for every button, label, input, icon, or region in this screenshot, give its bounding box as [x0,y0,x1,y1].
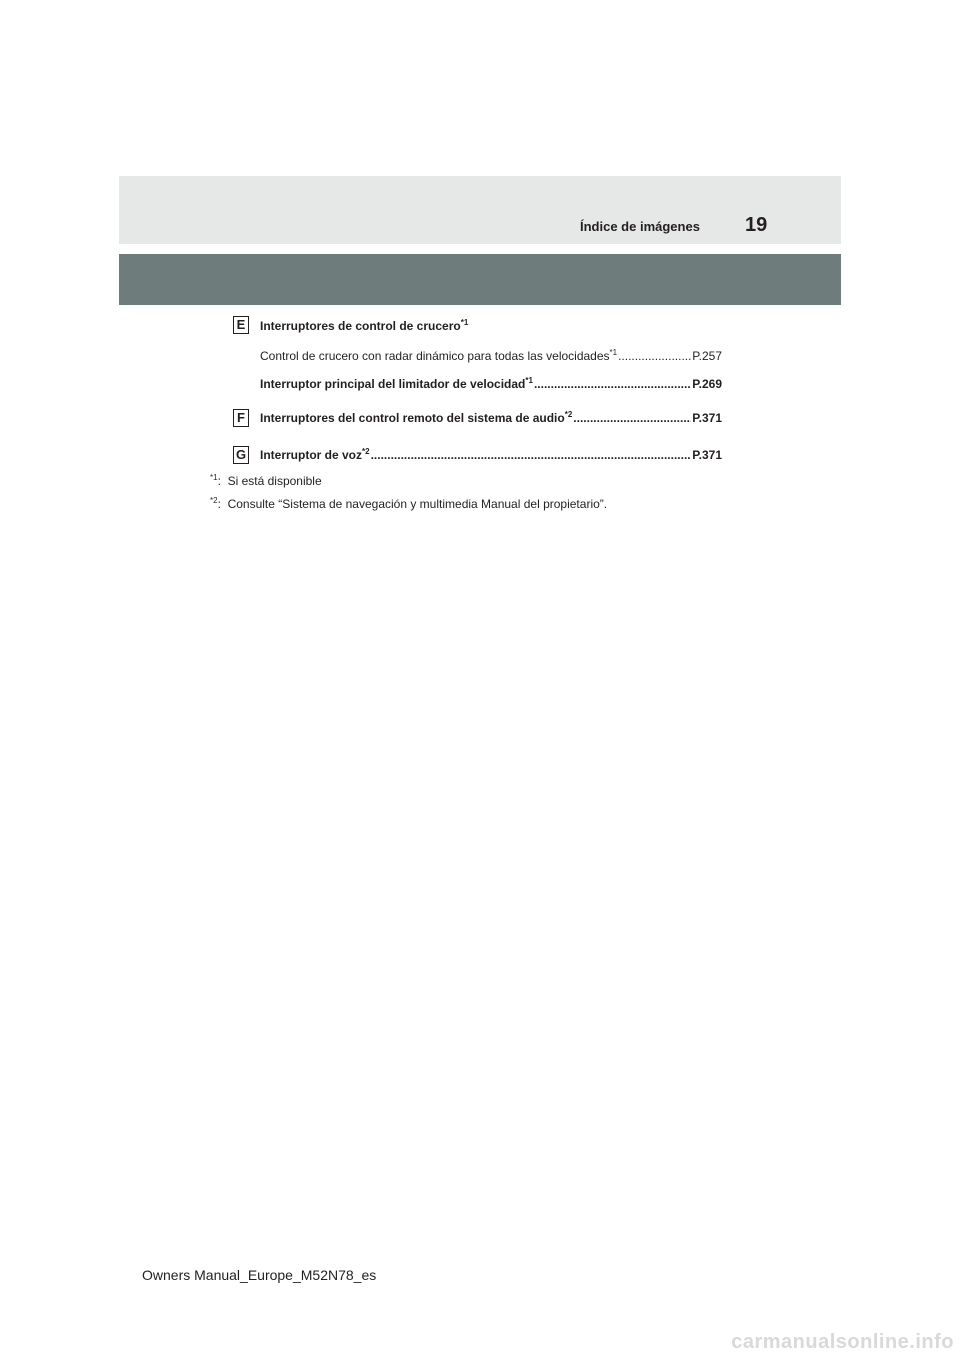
group-e-title [260,319,468,333]
group-e-title-sup: *1 [460,318,469,327]
index-entry-speed-limiter[interactable] [260,377,722,391]
page-reference[interactable]: P.257 [692,349,722,363]
index-entry-voice-switch[interactable] [260,448,722,462]
entry-label: Interruptor de voz$^{*2}$ [260,447,370,462]
header-dark-band [119,254,841,305]
page-reference[interactable]: P.371 [692,411,722,425]
entry-label: Control de crucero con radar dinámico para todas las velocidades$^{*1}$ [260,348,618,363]
letter-box-e: E [233,316,249,334]
footnote-text: Si está disponible [227,474,322,488]
page-reference[interactable]: P.371 [692,448,722,462]
letter-box-f: F [233,409,249,427]
header-band [119,176,841,244]
page-reference[interactable]: P.269 [692,377,722,391]
manual-id-footer: Owners Manual_Europe_M52N78_es [142,1267,377,1283]
footnote-mark: *1 [210,473,218,482]
index-entry-adaptive-cruise[interactable] [260,349,722,363]
dot-leader [573,411,691,425]
watermark: carmanualsonline.info [731,1331,954,1353]
section-title: Índice de imágenes [580,219,700,234]
footnote-text: Consulte “Sistema de navegación y multimedia Manual del propietario”. [227,497,608,511]
page-number: 19 [745,214,768,236]
footnote-mark: *2 [210,496,218,505]
letter-box-g: G [233,446,249,464]
footnote-1: $^{*1}$: Si está disponible [210,473,322,488]
index-entry-audio-remote[interactable] [260,411,722,425]
footnote-2: $^{*2}$: Consulte “Sistema de navegación y multimedia Manual del propietario”. [210,496,608,511]
dot-leader [371,448,692,462]
entry-label: Interruptor principal del limitador de velocidad$^{*1}$ [260,376,533,391]
entry-label: Interruptores del control remoto del sistema de audio$^{*2}$ [260,410,573,425]
group-e-title-text: Interruptores de control de crucero [260,319,461,333]
dot-leader [534,377,691,391]
dot-leader [618,349,691,363]
